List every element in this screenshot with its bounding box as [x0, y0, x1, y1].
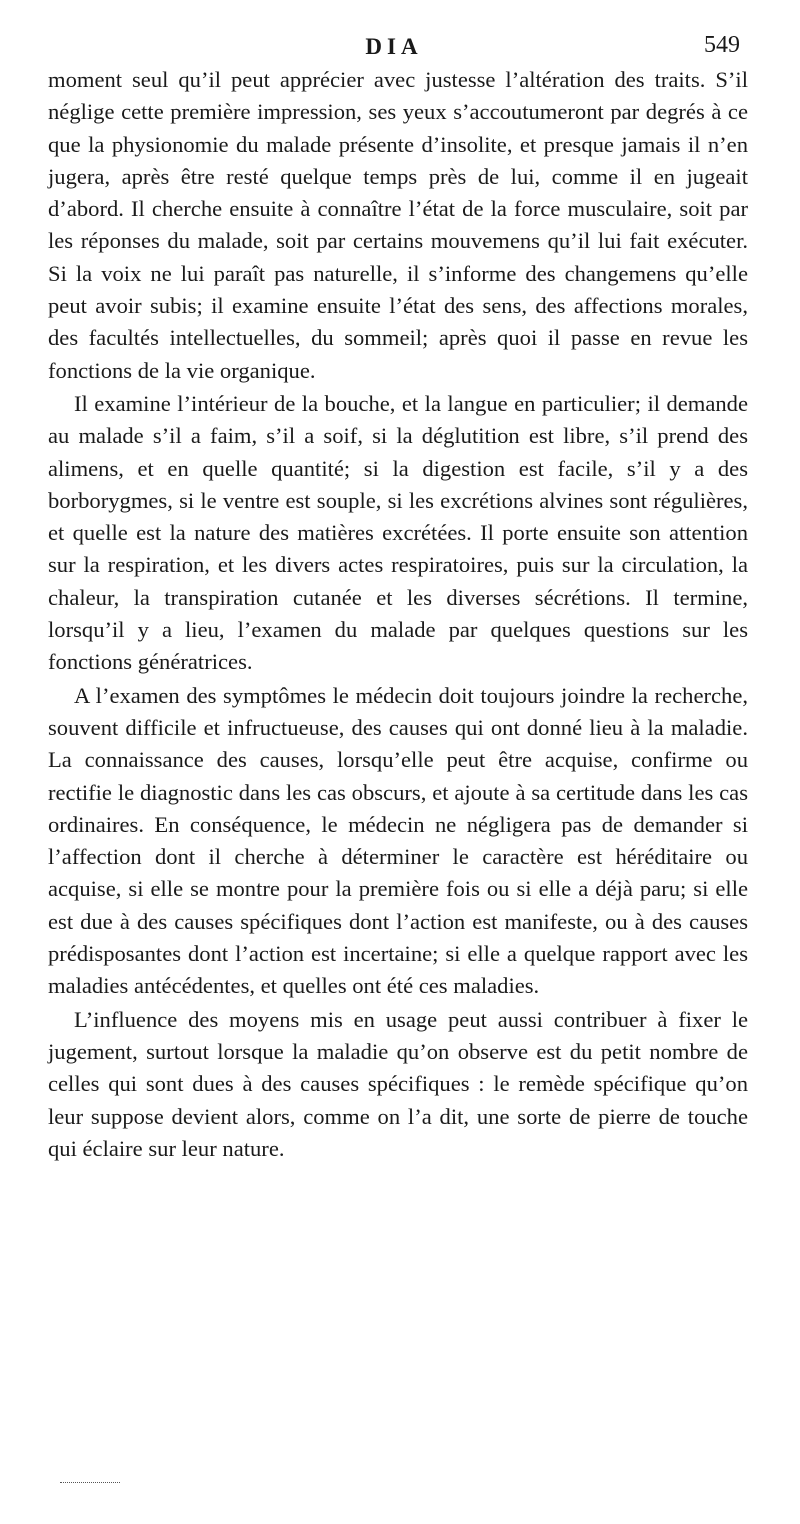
running-title: DIA [365, 34, 423, 59]
page-number: 549 [704, 32, 740, 58]
paragraph-4: L’influence des moyens mis en usage peut aussi contribuer à fixer le jugement, surtout lorsque la maladie qu’on observe est du petit nombre de celles qui sont dues à des causes spécifiques : le remède spécifique qu’on leur suppose devient alors, comme on l’a dit, une sorte de pierre de touche qui éclaire sur leur nature. [48, 1006, 748, 1161]
paragraph-2: Il examine l’intérieur de la bouche, et la langue en particulier; il demande au malade s’il a faim, s’il a soif, si la déglutition est libre, s’il prend des alimens, et en quelle quantité; si la digestion est facile, s’il y a des borborygmes, si le ventre est souple, si les excrétions alvines sont régulières, et quelle est la nature des matières excrétées. Il porte ensuite son attention sur la respiration, et les divers actes respiratoires, puis sur la circulation, la chaleur, la transpiration cutanée et les diverses sécrétions. Il termine, lorsqu’il y a lieu, l’examen du malade par quelques questions sur les fonctions génératrices. [48, 390, 748, 675]
footer-dotted-rule [60, 1482, 120, 1483]
running-head [48, 34, 740, 64]
paragraph-3: A l’examen des symptômes le médecin doit toujours joindre la recherche, souvent difficile et infructueuse, des causes qui ont donné lieu à la maladie. La connaissance des causes, lorsqu’elle peut être acquise, confirme ou rectifie le diagnostic dans les cas obscurs, et ajoute à sa certitude dans les cas ordinaires. En conséquence, le médecin ne négligera pas de demander si l’affection dont il cherche à déterminer le caractère est héréditaire ou acquise, si elle se montre pour la première fois ou si elle a déjà paru; si elle est due à des causes spécifiques dont l’action est manifeste, ou à des causes prédisposantes dont l’action est incertaine; si elle a quelque rapport avec les maladies antécédentes, et quelles ont été ces maladies. [48, 682, 748, 999]
paragraph-1: moment seul qu’il peut apprécier avec justesse l’altération des traits. S’il néglige cette première impression, ses yeux s’accoutumeront par degrés à ce que la physionomie du malade présente d’insolite, et presque jamais il n’en jugera, après être resté quelque temps près de lui, comme il en jugeait d’abord. Il cherche ensuite à connaître l’état de la force musculaire, soit par les réponses du malade, soit par certains mouvemens qu’il lui fait exécuter. Si la voix ne lui paraît pas naturelle, il s’informe des changemens qu’elle peut avoir subis; il examine ensuite l’état des sens, des affections morales, des facultés intellectuelles, du sommeil; après quoi il passe en revue les fonctions de la vie organique. [48, 67, 748, 383]
text-body [48, 64, 748, 1165]
